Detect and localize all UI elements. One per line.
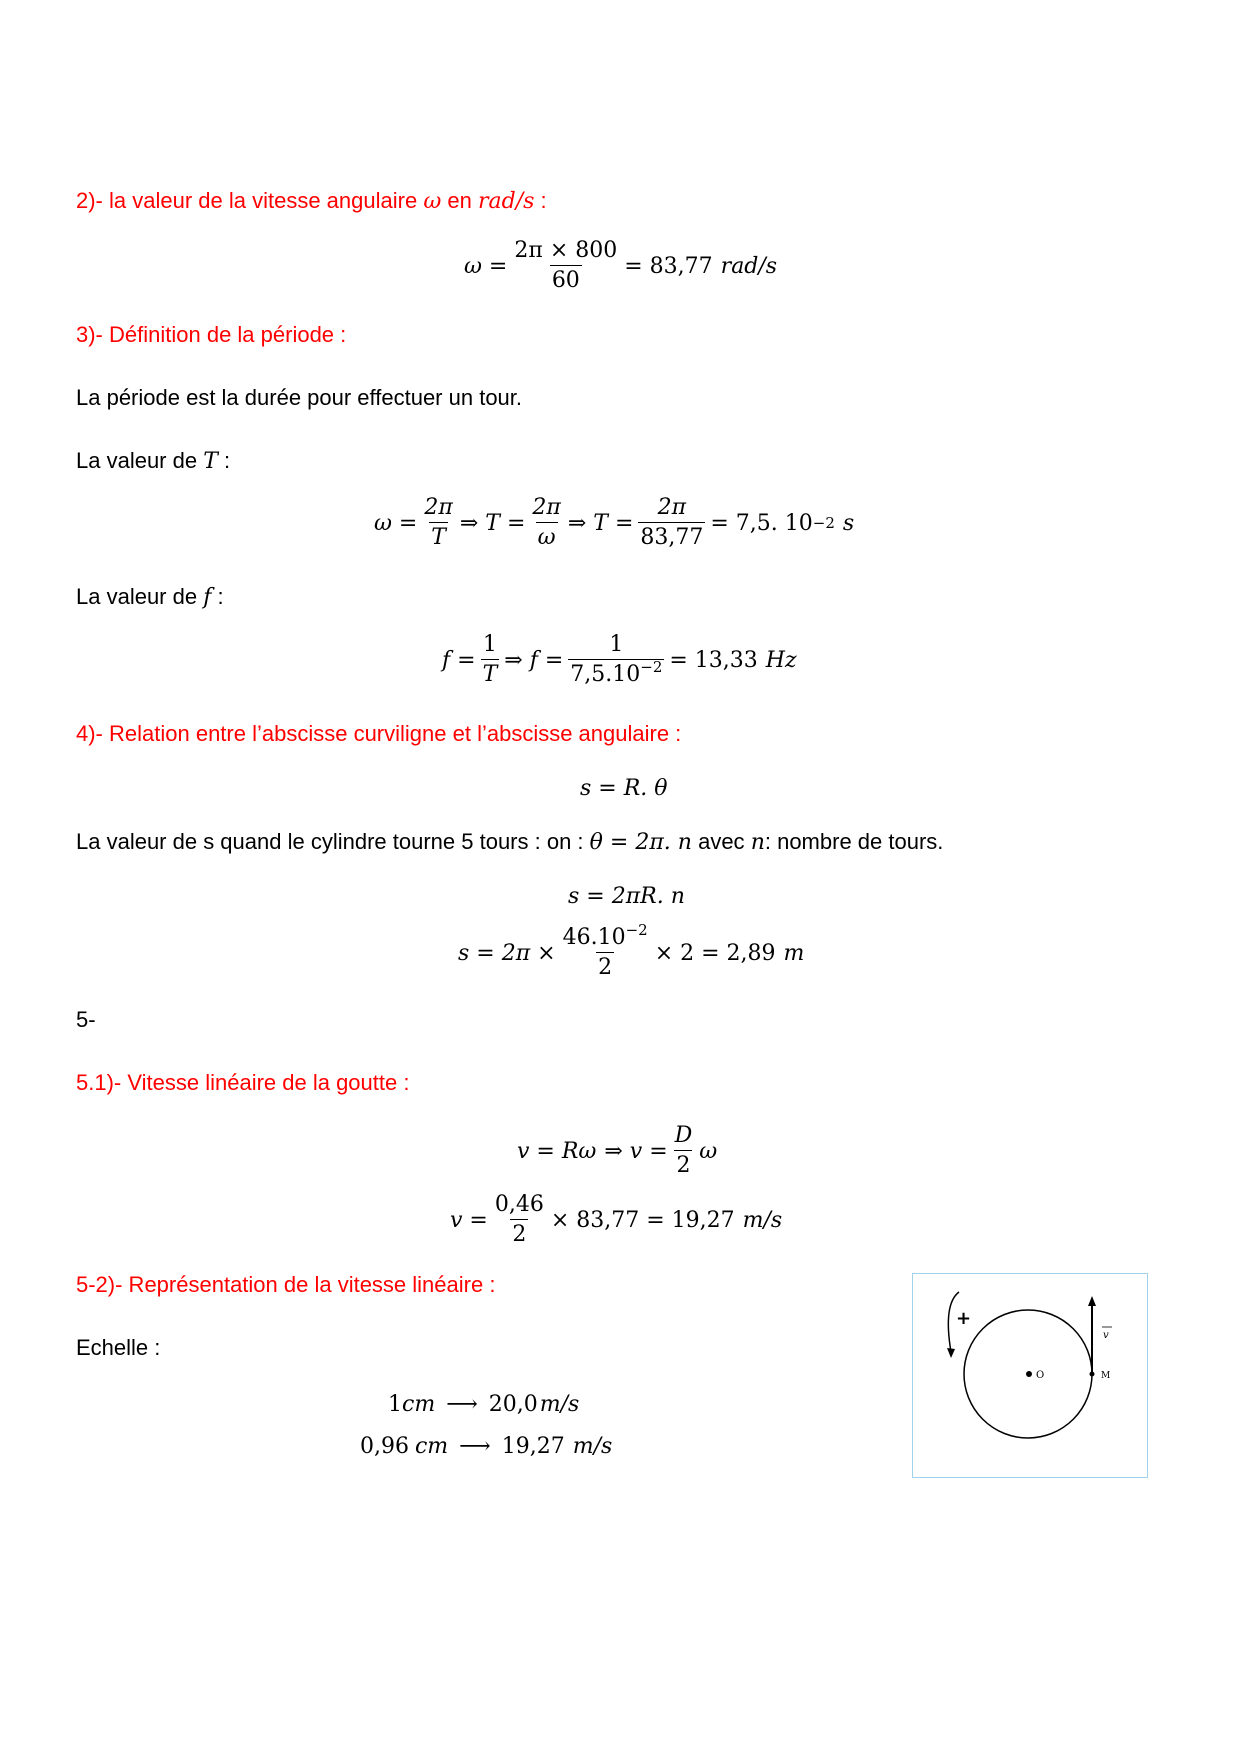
fraction-numerator: 2π bbox=[532, 495, 561, 520]
fraction-denominator: 60 bbox=[550, 265, 582, 292]
point-M-label: M bbox=[1101, 1371, 1111, 1381]
value-label: La valeur de bbox=[76, 448, 198, 473]
scale-value: 1 bbox=[388, 1392, 402, 1417]
fraction-denominator: 2 bbox=[674, 1150, 692, 1177]
fraction-numerator: 2π bbox=[424, 495, 453, 520]
eq-text: s = 2πR. n bbox=[568, 884, 685, 909]
velocity-computation bbox=[450, 1194, 782, 1246]
s-equation bbox=[580, 776, 668, 801]
velocity-formula bbox=[517, 1125, 717, 1177]
eq-result: = 83,77 bbox=[624, 253, 713, 279]
theta-expression: θ = 2π. n bbox=[589, 830, 692, 855]
f-symbol: f bbox=[203, 585, 212, 610]
numerator-value: 46.10 bbox=[562, 925, 626, 950]
q51-heading: 5.1)- Vitesse linéaire de la goutte : bbox=[76, 1070, 410, 1095]
fraction-numerator: 2π bbox=[657, 495, 687, 520]
omega-fraction bbox=[512, 240, 619, 292]
scale-unit: cm bbox=[402, 1392, 436, 1417]
omega-symbol: ω bbox=[423, 189, 442, 214]
omega-equation bbox=[464, 240, 777, 292]
eq-part: ⇒ T = bbox=[567, 510, 634, 536]
q5-label: 5- bbox=[76, 1007, 96, 1032]
scale-unit: m/s bbox=[572, 1434, 613, 1459]
vector-arrowhead bbox=[1088, 1296, 1096, 1306]
value-f-label bbox=[76, 584, 224, 610]
scale-unit: m/s bbox=[539, 1392, 580, 1417]
center-dot bbox=[1026, 1371, 1032, 1377]
scale-value: 0,96 bbox=[360, 1434, 409, 1459]
fraction-denominator: 2 bbox=[510, 1219, 528, 1246]
T-symbol: T bbox=[203, 449, 218, 474]
rotation-arrowhead bbox=[947, 1348, 955, 1358]
s-computation bbox=[458, 921, 805, 980]
denominator-value: 7,5.10 bbox=[570, 662, 641, 687]
colon: : bbox=[217, 584, 224, 609]
eq-text: s = R. θ bbox=[580, 776, 668, 801]
scale-value: 20,0 bbox=[488, 1392, 538, 1417]
q2-heading bbox=[76, 188, 547, 214]
text: : nombre de tours. bbox=[764, 829, 944, 854]
circle-diagram bbox=[913, 1274, 1149, 1479]
fraction bbox=[561, 921, 650, 980]
eq-result: × 2 = 2,89 bbox=[654, 940, 776, 966]
arrow-icon: ⟶ bbox=[446, 1392, 478, 1417]
q2-colon: : bbox=[540, 188, 547, 213]
velocity-figure bbox=[912, 1273, 1148, 1478]
scale-line-1 bbox=[388, 1392, 579, 1417]
value-T-label bbox=[76, 448, 230, 474]
eq-unit: s bbox=[842, 510, 855, 536]
fraction-denominator: T bbox=[429, 522, 448, 549]
text: La valeur de s quand le cylindre tourne 5 tours : on : bbox=[76, 829, 584, 854]
eq-part: v = bbox=[450, 1207, 488, 1233]
exponent: −2 bbox=[625, 921, 648, 939]
value-label: La valeur de bbox=[76, 584, 198, 609]
scale-unit: cm bbox=[414, 1434, 449, 1459]
scale-label: Echelle : bbox=[76, 1335, 161, 1360]
eq-unit: rad/s bbox=[720, 253, 778, 279]
fraction-denominator bbox=[568, 659, 664, 686]
fraction bbox=[638, 497, 705, 549]
n-symbol: n bbox=[750, 830, 765, 855]
fraction bbox=[493, 1194, 546, 1246]
fraction-numerator: 1 bbox=[609, 632, 624, 657]
eq-part: f = bbox=[442, 647, 476, 673]
eq-part: ⇒ T = bbox=[459, 510, 526, 536]
scale-value: 19,27 bbox=[501, 1434, 565, 1459]
vector-label: v bbox=[1103, 1330, 1109, 1341]
period-definition: La période est la durée pour effectuer un tour. bbox=[76, 385, 523, 410]
s-formula bbox=[568, 884, 685, 909]
period-equation: ω = $\frac{2\pi}{T}$ ⇒ T = $\frac{2\pi}{\omega}$ ⇒ T = $\frac{2\pi}{83,77}$ = 7,5. 10 −2 s bbox=[374, 495, 855, 550]
eq-part: ⇒ v = bbox=[604, 1138, 668, 1164]
fraction-numerator: 2π × 800 bbox=[514, 238, 618, 263]
exponent: −2 bbox=[640, 658, 663, 676]
fraction-denominator: ω bbox=[536, 522, 558, 549]
positive-direction-sign: + bbox=[956, 1308, 972, 1329]
eq-part: s = 2π × bbox=[458, 940, 556, 966]
eq-part: ⇒ f = bbox=[504, 647, 564, 673]
q2-title-mid: en bbox=[447, 188, 472, 213]
eq-part: v = Rω bbox=[517, 1138, 597, 1164]
scale-line-2 bbox=[360, 1434, 612, 1459]
fraction bbox=[673, 1125, 695, 1177]
fraction-denominator: 83,77 bbox=[638, 522, 705, 549]
fraction-numerator: 0,46 bbox=[494, 1192, 544, 1217]
eq-result: = 13,33 bbox=[669, 647, 758, 673]
fraction bbox=[568, 634, 664, 686]
eq-part: ω bbox=[699, 1138, 718, 1164]
eq-part: ω = bbox=[374, 510, 418, 536]
fraction-numerator: D bbox=[674, 1123, 693, 1148]
text: avec bbox=[698, 829, 745, 854]
colon: : bbox=[224, 448, 231, 473]
fraction-numerator bbox=[561, 921, 650, 952]
fraction-numerator: 1 bbox=[482, 632, 497, 657]
eq-result: = 7,5. 10 bbox=[710, 510, 813, 536]
frequency-equation bbox=[442, 634, 797, 686]
fraction bbox=[530, 497, 562, 549]
eq-unit: m/s bbox=[742, 1207, 783, 1233]
q2-unit: rad/s bbox=[478, 189, 535, 214]
fraction bbox=[481, 634, 500, 686]
center-label: O bbox=[1036, 1370, 1045, 1381]
s-value-line bbox=[76, 829, 943, 855]
arrow-icon: ⟶ bbox=[459, 1434, 491, 1459]
fraction-denominator: T bbox=[481, 659, 500, 686]
q4-heading: 4)- Relation entre l’abscisse curviligne et l’abscisse angulaire : bbox=[76, 721, 682, 746]
fraction-denominator: 2 bbox=[596, 952, 614, 979]
fraction bbox=[422, 497, 454, 549]
eq-lhs: ω = bbox=[464, 253, 508, 279]
eq-unit: Hz bbox=[765, 647, 797, 673]
q52-heading: 5-2)- Représentation de la vitesse linéaire : bbox=[76, 1272, 496, 1297]
q3-heading: 3)- Définition de la période : bbox=[76, 322, 347, 347]
eq-result: × 83,77 = 19,27 bbox=[550, 1207, 735, 1233]
q2-title: 2)- la valeur de la vitesse angulaire bbox=[76, 188, 418, 213]
eq-unit: m bbox=[783, 940, 805, 966]
